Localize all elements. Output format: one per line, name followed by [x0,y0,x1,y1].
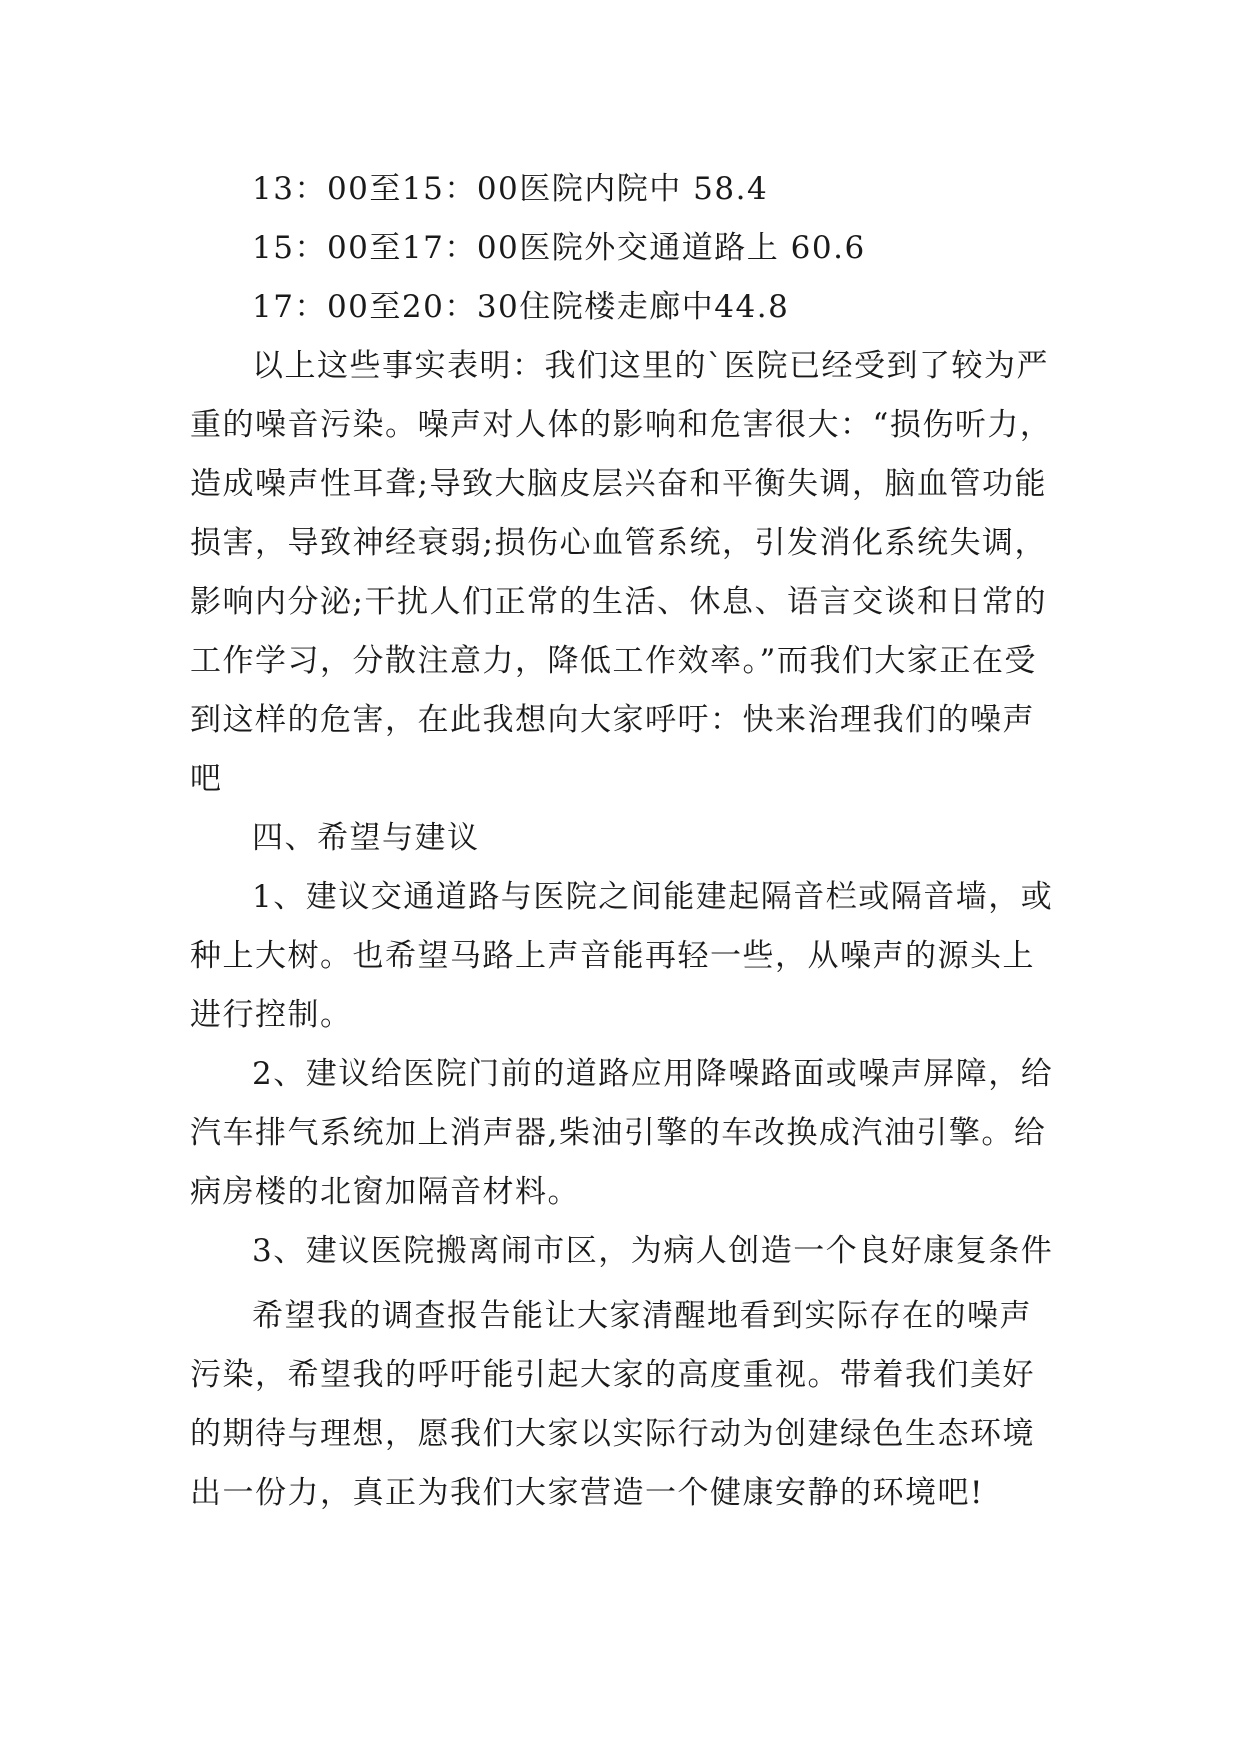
data-line-inner-courtyard: 13：00至15：00医院内院中 58.4 [252,171,769,207]
section-heading: 四、希望与建议 [252,820,480,856]
suggestion-1: 1、建议交通道路与医院之间能建起隔音栏或隔音墙，或种上大树。也希望马路上声音能再轻一些，从噪声的源头上进行控制。 [190,879,1054,1033]
data-line-outer-road: 15：00至17：00医院外交通道路上 60.6 [252,230,866,266]
suggestion-2: 2、建议给医院门前的道路应用降噪路面或噪声屏障，给汽车排气系统加上消声器,柴油引擎的车改换成汽油引擎。给病房楼的北窗加隔音材料。 [190,1056,1054,1210]
conclusion-paragraph: 以上这些事实表明：我们这里的`医院已经受到了较为严重的噪音污染。噪声对人体的影响和危害很大：“损伤听力，造成噪声性耳聋;导致大脑皮层兴奋和平衡失调，脑血管功能损害，导致神经衰弱;损伤心血管系统，引发消化系统失调，影响内分泌;干扰人们正常的生活、休息、语言交谈和日常的工作学习，分散注意力，降低工作效率。”而我们大家正在受到这样的危害，在此我想向大家呼吁：快来治理我们的噪声吧 [190,348,1053,797]
suggestion-3: 3、建议医院搬离闹市区，为病人创造一个良好康复条件 [252,1233,1054,1269]
data-line-ward-corridor: 17：00至20：30住院楼走廊中44.8 [252,289,790,325]
document-body [190,160,1054,1523]
closing-paragraph: 希望我的调查报告能让大家清醒地看到实际存在的噪声污染，希望我的呼吁能引起大家的高度重视。带着我们美好的期待与理想，愿我们大家以实际行动为创建绿色生态环境出一份力，真正为我们大家营造一个健康安静的环境吧! [190,1298,1035,1511]
